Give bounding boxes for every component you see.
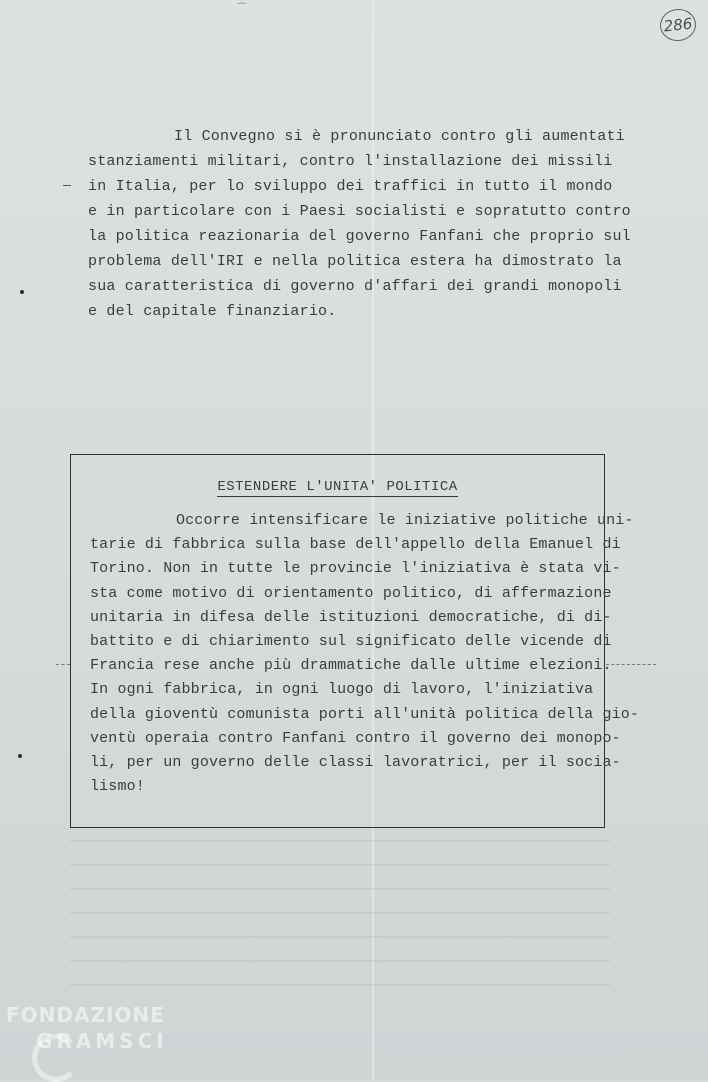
text-line: Il Convegno si è pronunciato contro gli aumentati: [174, 128, 625, 145]
margin-mark: [63, 185, 71, 186]
pencil-mark: ⁀: [238, 5, 247, 16]
section-body: [90, 509, 640, 799]
watermark-line: FONDAZIONE: [6, 1003, 165, 1027]
text-line: Torino. Non in tutte le provincie l'iniziativa è stata vi-: [90, 560, 621, 578]
section-title: [71, 479, 604, 495]
text-line: sta come motivo di orientamento politico, di affermazione: [90, 584, 612, 602]
text-line: e del capitale finanziario.: [88, 303, 337, 320]
text-line: unitaria in difesa delle istituzioni democratiche, di di-: [90, 608, 612, 626]
text-line: battito e di chiarimento sul significato delle vicende di: [90, 633, 612, 651]
text-line: lismo!: [90, 778, 145, 796]
text-line: stanziamenti militari, contro l'installazione dei missili: [88, 153, 613, 170]
text-line: Francia rese anche più drammatiche dalle ultime elezioni.: [90, 657, 612, 675]
margin-mark: [56, 664, 70, 666]
section-title-text: ESTENDERE L'UNITA' POLITICA: [217, 479, 458, 495]
watermark: [6, 1003, 168, 1053]
bleed-through-text: [70, 840, 610, 990]
text-line: ventù operaia contro Fanfani contro il governo dei monopo-: [90, 729, 621, 747]
text-line: della gioventù comunista porti all'unità politica della gio-: [90, 705, 640, 723]
text-line: li, per un governo delle classi lavoratrici, per il socia-: [90, 754, 621, 772]
margin-mark: [606, 664, 656, 666]
boxed-section: [70, 454, 640, 828]
text-line: la politica reazionaria del governo Fanfani che proprio sul: [88, 228, 631, 245]
punch-hole-mark: [18, 754, 22, 758]
paragraph-convegno: [88, 124, 631, 324]
page-number-stamp: 286: [658, 7, 697, 43]
text-line: Occorre intensificare le iniziative politiche uni-: [176, 512, 634, 529]
text-line: in Italia, per lo sviluppo dei traffici in tutto il mondo: [88, 178, 613, 195]
text-line: e in particolare con i Paesi socialisti e sopratutto contro: [88, 203, 631, 220]
text-line: problema dell'IRI e nella politica estera ha dimostrato la: [88, 253, 622, 270]
watermark-line: GRAMSCI: [36, 1029, 168, 1053]
text-line: sua caratteristica di governo d'affari dei grandi monopoli: [88, 278, 622, 295]
punch-hole-mark: [20, 290, 24, 294]
text-line: tarie di fabbrica sulla base dell'appello della Emanuel di: [90, 536, 621, 554]
text-line: In ogni fabbrica, in ogni luogo di lavoro, l'iniziativa: [90, 681, 594, 699]
